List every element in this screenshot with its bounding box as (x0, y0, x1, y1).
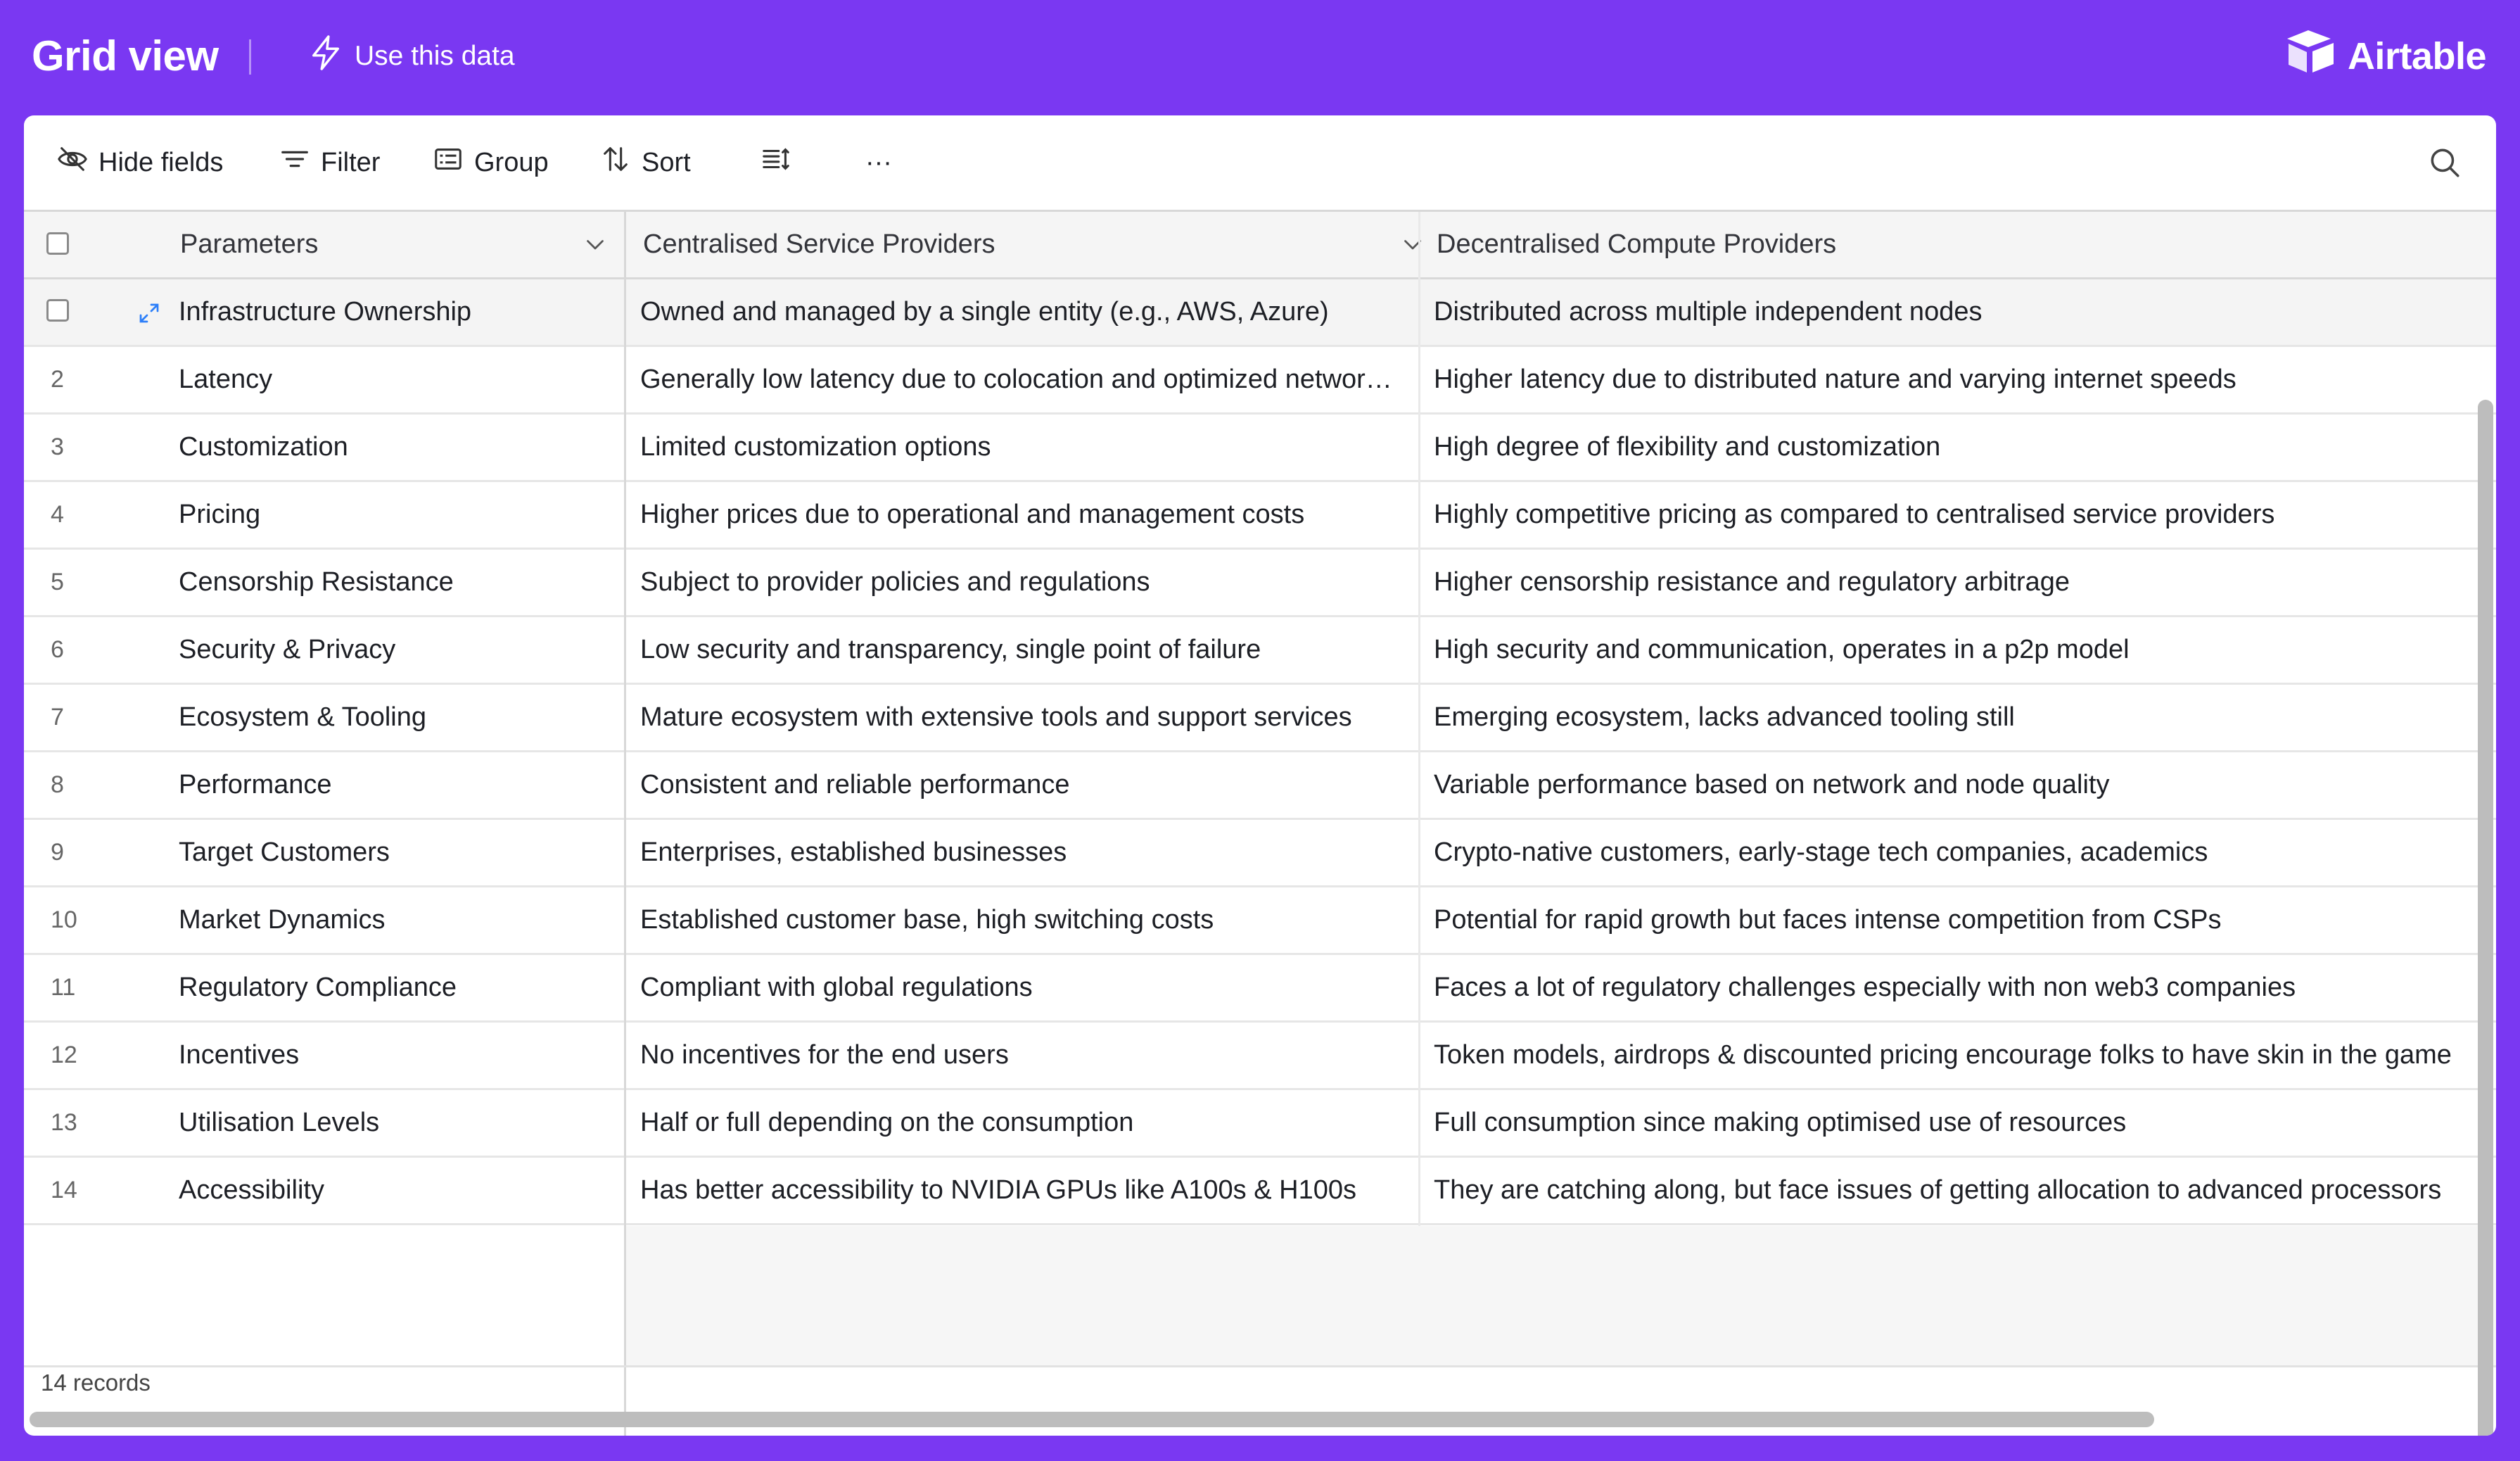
table-row[interactable] (24, 415, 2496, 482)
filter-icon (279, 143, 311, 182)
airtable-logo-icon (2284, 29, 2338, 84)
column-header-centralised-label: Centralised Service Providers (643, 229, 995, 259)
cell-decentralised[interactable]: High security and communication, operates in a p2p model (1434, 635, 2130, 664)
row-number: 5 (51, 569, 64, 595)
cell-parameter[interactable]: Regulatory Compliance (179, 973, 457, 1002)
cell-centralised[interactable]: Half or full depending on the consumption (640, 1108, 1134, 1137)
cell-centralised[interactable]: Limited customization options (640, 432, 991, 462)
cell-decentralised[interactable]: They are catching along, but face issues of getting allocation to advanced processors (1434, 1175, 2442, 1205)
cell-decentralised[interactable]: Emerging ecosystem, lacks advanced tooling still (1434, 702, 2015, 732)
row-number: 10 (51, 906, 77, 933)
table-row[interactable] (24, 820, 2496, 887)
row-checkbox[interactable] (46, 299, 69, 322)
column-header-centralised[interactable] (643, 212, 1417, 277)
row-number: 11 (51, 974, 76, 1001)
cell-centralised[interactable]: Has better accessibility to NVIDIA GPUs like A100s & H100s (640, 1175, 1356, 1205)
cell-decentralised[interactable]: Highly competitive pricing as compared to centralised service providers (1434, 500, 2275, 529)
row-number: 14 (51, 1177, 77, 1203)
column-divider (1418, 212, 1420, 1226)
view-title[interactable]: Grid view (32, 32, 219, 80)
more-icon: ··· (865, 147, 892, 177)
use-this-data-button[interactable] (310, 34, 515, 79)
grid-empty-area (626, 1226, 2496, 1365)
cell-parameter[interactable]: Security & Privacy (179, 635, 396, 664)
group-button[interactable] (432, 141, 549, 184)
grid-header-row (24, 212, 2496, 279)
table-row[interactable] (24, 482, 2496, 550)
row-number: 8 (51, 771, 64, 798)
cell-decentralised[interactable]: Higher censorship resistance and regulatory arbitrage (1434, 567, 2070, 597)
cell-decentralised[interactable]: High degree of flexibility and customization (1434, 432, 1941, 462)
frozen-column-divider (624, 212, 626, 1436)
table-row[interactable] (24, 550, 2496, 617)
hide-fields-label: Hide fields (98, 147, 224, 177)
cell-decentralised[interactable]: Token models, airdrops & discounted pricing encourage folks to have skin in the game (1434, 1040, 2452, 1070)
table-row[interactable] (24, 1090, 2496, 1158)
column-header-decentralised-label: Decentralised Compute Providers (1437, 229, 1837, 259)
grid-card (24, 115, 2496, 1436)
row-height-button[interactable] (760, 141, 792, 184)
cell-parameter[interactable]: Accessibility (179, 1175, 324, 1205)
cell-decentralised[interactable]: Potential for rapid growth but faces intense competition from CSPs (1434, 905, 2222, 935)
zap-icon (310, 35, 342, 77)
sort-label: Sort (642, 147, 691, 177)
top-bar-divider (249, 39, 251, 75)
vertical-scrollbar[interactable] (2478, 400, 2493, 1436)
column-header-decentralised[interactable] (1437, 212, 2422, 277)
view-toolbar (24, 115, 2496, 210)
row-number: 2 (51, 366, 64, 393)
cell-decentralised[interactable]: Distributed across multiple independent nodes (1434, 297, 1983, 327)
top-bar (0, 0, 2520, 115)
row-number: 3 (51, 434, 64, 460)
footer-divider (24, 1365, 2496, 1367)
table-row[interactable] (24, 1023, 2496, 1090)
chevron-down-icon[interactable] (583, 232, 608, 257)
sort-button[interactable] (599, 141, 691, 184)
cell-decentralised[interactable]: Full consumption since making optimised use of resources (1434, 1108, 2127, 1137)
row-height-icon (760, 143, 792, 182)
records-grid (24, 210, 2496, 1436)
column-header-parameters[interactable] (180, 212, 623, 277)
cell-decentralised[interactable]: Faces a lot of regulatory challenges especially with non web3 companies (1434, 973, 2296, 1002)
cell-centralised[interactable]: Established customer base, high switching costs (640, 905, 1214, 935)
cell-centralised[interactable]: Mature ecosystem with extensive tools and support services (640, 702, 1352, 732)
table-row[interactable] (24, 685, 2496, 752)
cell-parameter[interactable]: Incentives (179, 1040, 300, 1070)
cell-centralised[interactable]: Low security and transparency, single point of failure (640, 635, 1261, 664)
expand-icon[interactable] (136, 301, 162, 326)
cell-centralised[interactable]: Owned and managed by a single entity (e.g., AWS, Azure) (640, 297, 1329, 327)
table-row[interactable] (24, 955, 2496, 1023)
chevron-down-icon[interactable] (1400, 232, 1425, 257)
row-number: 4 (51, 501, 64, 528)
select-all-checkbox[interactable] (46, 232, 69, 255)
airtable-brand-name: Airtable (2347, 35, 2486, 77)
records-count: 14 records (41, 1370, 151, 1396)
table-row[interactable] (24, 279, 2496, 347)
cell-centralised[interactable]: Compliant with global regulations (640, 973, 1033, 1002)
row-number: 12 (51, 1042, 77, 1068)
cell-centralised[interactable]: Subject to provider policies and regulations (640, 567, 1150, 597)
airtable-brand[interactable] (2284, 30, 2486, 83)
table-row[interactable] (24, 617, 2496, 685)
cell-centralised[interactable]: Higher prices due to operational and management costs (640, 500, 1305, 529)
cell-centralised[interactable]: Enterprises, established businesses (640, 837, 1067, 867)
use-this-data-label: Use this data (355, 41, 515, 71)
cell-parameter[interactable]: Utilisation Levels (179, 1108, 380, 1137)
cell-centralised[interactable]: Generally low latency due to colocation and optimized networ… (640, 365, 1392, 394)
cell-centralised[interactable]: Consistent and reliable performance (640, 770, 1070, 799)
row-number: 6 (51, 636, 64, 663)
sort-icon (599, 143, 632, 182)
cell-parameter[interactable]: Target Customers (179, 837, 390, 867)
cell-decentralised[interactable]: Variable performance based on network and node quality (1434, 770, 2110, 799)
horizontal-scrollbar[interactable] (30, 1412, 2154, 1427)
filter-button[interactable] (279, 141, 380, 184)
cell-parameter[interactable]: Latency (179, 365, 273, 394)
search-icon[interactable] (2427, 145, 2462, 180)
cell-parameter[interactable]: Customization (179, 432, 348, 462)
row-number: 13 (51, 1109, 77, 1136)
cell-parameter[interactable]: Censorship Resistance (179, 567, 454, 597)
hide-fields-button[interactable] (56, 141, 223, 184)
cell-parameter[interactable]: Pricing (179, 500, 261, 529)
cell-decentralised[interactable]: Higher latency due to distributed nature and varying internet speeds (1434, 365, 2236, 394)
group-icon (432, 143, 464, 182)
column-header-parameters-label: Parameters (180, 229, 319, 259)
cell-parameter[interactable]: Ecosystem & Tooling (179, 702, 427, 732)
cell-parameter[interactable]: Infrastructure Ownership (179, 297, 472, 327)
table-row[interactable] (24, 752, 2496, 820)
row-number: 7 (51, 704, 64, 730)
cell-parameter[interactable]: Performance (179, 770, 332, 799)
table-row[interactable] (24, 1158, 2496, 1225)
table-row[interactable] (24, 887, 2496, 955)
cell-parameter[interactable]: Market Dynamics (179, 905, 386, 935)
cell-centralised[interactable]: No incentives for the end users (640, 1040, 1009, 1070)
filter-label: Filter (321, 147, 381, 177)
group-label: Group (474, 147, 549, 177)
more-button[interactable] (865, 141, 892, 184)
row-number: 9 (51, 839, 64, 866)
table-row[interactable] (24, 347, 2496, 415)
eye-off-icon (56, 143, 89, 182)
cell-decentralised[interactable]: Crypto-native customers, early-stage tech companies, academics (1434, 837, 2208, 867)
